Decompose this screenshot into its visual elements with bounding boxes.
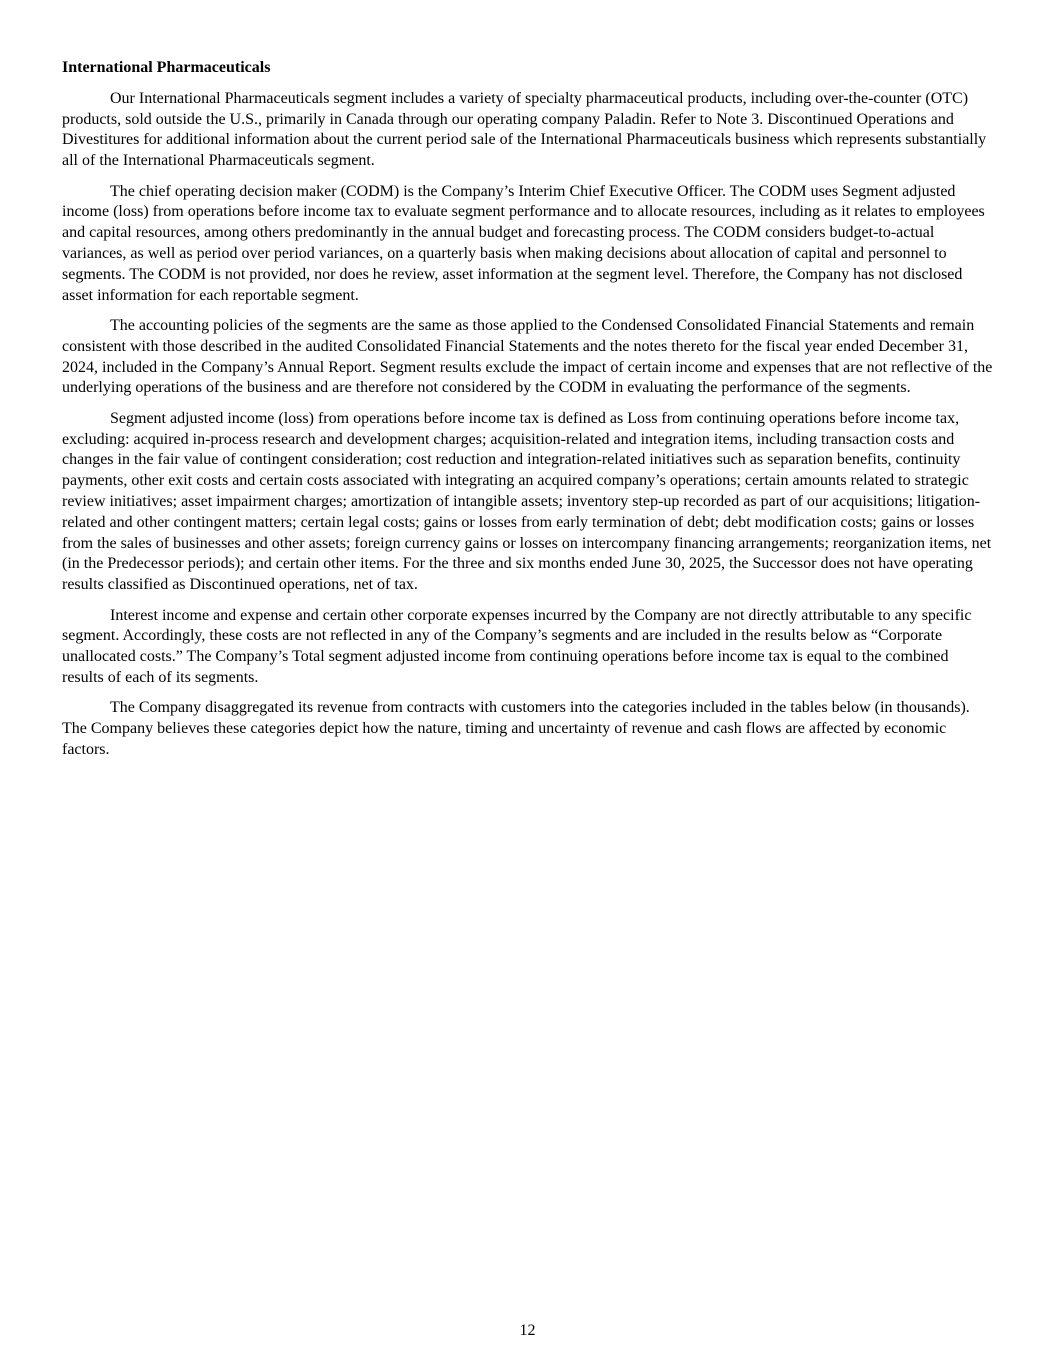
paragraph-accounting-policies: The accounting policies of the segments are the same as those applied to the Condensed Consolidated Financial Statements and remain consistent with those described in the audited Consolidated Financial Statements and the notes thereto for the fiscal year ended December 31, 2024, included in the Company’s Annual Report. Segment results exclude the impact of certain income and expenses that are not reflective of the underlying operations of the business and are therefore not considered by the CODM in evaluating the performance of the segments. — [62, 316, 993, 397]
paragraph-codm: The chief operating decision maker (CODM) is the Company’s Interim Chief Executive Officer. The CODM uses Segment adjusted income (loss) from operations before income tax to evaluate segment performance and to allocate resources, including as it relates to employees and capital resources, among others predominantly in the annual budget and forecasting process. The CODM considers budget-to-actual variances, as well as period over period variances, on a quarterly basis when making decisions about allocation of capital and personnel to segments. The CODM is not provided, nor does he review, asset information at the segment level. Therefore, the Company has not disclosed asset information for each reportable segment. — [62, 182, 985, 304]
paragraph-revenue-disaggregation: The Company disaggregated its revenue from contracts with customers into the categories included in the tables below (in thousands). The Company believes these categories depict how the nature, timing and uncertainty of revenue and cash flows are affected by economic factors. — [62, 699, 970, 758]
paragraph-corporate-costs: Interest income and expense and certain other corporate expenses incurred by the Company are not directly attributable to any specific segment. Accordingly, these costs are not reflected in any of the Company’s segments and are included in the results below as “Corporate unallocated costs.” The Company’s Total segment adjusted income from continuing operations before income tax is equal to the combined results of each of its segments. — [62, 606, 972, 686]
section-title: International Pharmaceuticals — [62, 59, 271, 76]
paragraph-segment-adjusted-income: Segment adjusted income (loss) from operations before income tax is defined as Loss from continuing operations before income tax, excluding: acquired in-process research and development charges; acquisition-related and integration items, including transaction costs and changes in the fair value of contingent consideration; cost reduction and integration-related initiatives such as separation benefits, continuity payments, other exit costs and certain costs associated with integrating an acquired company’s operations; certain amounts related to strategic review initiatives; asset impairment charges; amortization of intangible assets; inventory step-up recorded as part of our acquisitions; litigation-related and other contingent matters; certain legal costs; gains or losses from early termination of debt; debt modification costs; gains or losses from the sales of businesses and other assets; foreign currency gains or losses on intercompany financing arrangements; reorganization items, net (in the Predecessor periods); and certain other items. For the three and six months ended June 30, 2025, the Successor does not have operating results classified as Discontinued operations, net of tax. — [62, 409, 992, 594]
page-number: 12 — [519, 1322, 536, 1339]
document-body — [62, 58, 994, 770]
paragraph-segment-description: Our International Pharmaceuticals segment includes a variety of specialty pharmaceutical products, including over-the-counter (OTC) products, sold outside the U.S., primarily in Canada through our operating company Paladin. Refer to Note 3. Discontinued Operations and Divestitures for additional information about the current period sale of the International Pharmaceuticals business which represents substantially all of the International Pharmaceuticals segment. — [62, 89, 987, 170]
